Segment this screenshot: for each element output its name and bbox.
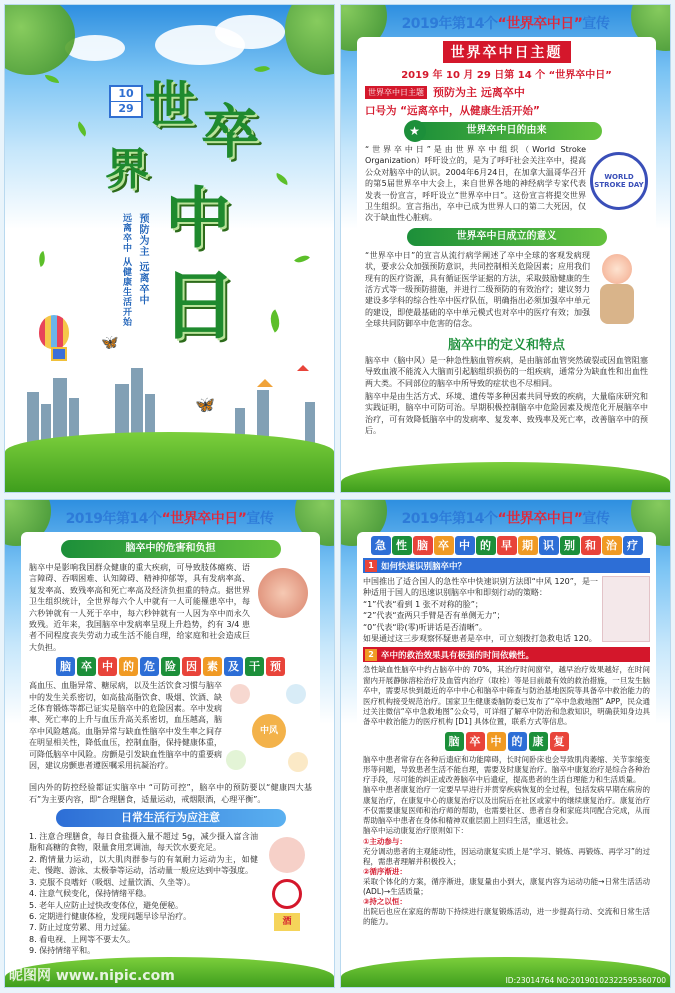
principle-text: 采取个体化的方案，循序渐进，康复量由小到大，康复内容为运动功能→日常生活活动(ADL)→生活质量；: [363, 876, 650, 896]
banner-tile: 预: [266, 657, 285, 676]
harm-block: [29, 562, 312, 653]
leaf-icon: [36, 251, 48, 267]
leaf-icon: [254, 62, 270, 76]
cloud: [215, 15, 285, 49]
leaf-icon: [274, 173, 290, 185]
q1-block: [363, 576, 650, 644]
banner-tile: 别: [560, 536, 580, 555]
banner-tile: 素: [203, 657, 222, 676]
title-char: 中: [165, 179, 231, 257]
risk-icon: [230, 684, 250, 704]
harm-text: 脑卒中是影响我国群众健康的重大疾病，可导致肢体瘫痪、语言障碍、吞咽困难、认知障碍、精神抑郁等，具有发病率高、复发率高、致残率高和死亡率高及经济负担重的特点。据世界卫生组织统计，全世界每六个人中就有一人可能罹患卒中，每六秒钟就有一人死于卒中，每六秒钟就有一人因为卒中而永久致残。近年来，我国脑卒中发病率呈现上升趋势，约有 3/4 患者不同程度丧失劳动力或生活不能自理，给家庭和社会造成巨大负担。: [29, 563, 250, 652]
list-item: 2. 酌情量力运动，以大肌肉群参与的有氧耐力运动为主，如健走、慢跑、游泳、太极拳等运动，活动量一般应达到中等强度。: [29, 854, 258, 876]
banner-tile: 治: [602, 536, 622, 555]
hot-air-balloon-icon: [39, 315, 69, 349]
rehab-text: 脑卒中患者常存在各种后遗症和功能障碍，长时间卧床也会导致肌肉萎缩、关节挛缩变形等问题，导致患者生活不能自理，需要及时康复治疗。脑卒中康复治疗是综合各种治疗手段，尽可能的纠正或改善脑卒中后遗症，提高患者的生活自理能力和生活质量。: [363, 754, 650, 785]
title-char: 日: [161, 261, 237, 350]
q1-text: 中国推出了适合国人的急性卒中快速识别方法即“中风 120”，是一种适用于国人的迅速识别脑卒中和即刻行动的策略：: [363, 577, 598, 598]
badge-label: WORLD STROKE DAY: [594, 173, 644, 189]
banner-tile: 期: [518, 536, 538, 555]
poster-header: [341, 13, 670, 33]
header-quoted: “世界卒中日”: [497, 511, 583, 527]
step-header-2: [363, 647, 650, 662]
risk-icon: [226, 750, 246, 770]
body-shape: [600, 284, 634, 324]
meaning-text: “世界卒中日”的宣言从流行病学阐述了卒中全球的客观发病现状，要求公众加强预防意识，共同控制相关危险因素；应用我们现有的医疗资源，具有循证医学证据的方法，采取鼓励健康的生活方式等一级预防措施，并进行二级预防的有效治疗；建议努力建设多学科的综合性卒中医疗队伍，明确指出必须加强卒中单元的建设，即使最基础的卒中单元模式也对卒中的医疗有效；加强全球共同防御卒中危害的信念。: [365, 250, 590, 329]
poster-theme: [340, 4, 671, 493]
list-item: “1”代表“看到 1 张不对称的脸”；: [363, 599, 483, 609]
banner-tile: 的: [508, 732, 527, 751]
rehab-tile-banner: [363, 732, 650, 751]
head-shape: [602, 254, 632, 284]
theme-label: 世界卒中日主题: [365, 86, 427, 99]
butterfly-icon: 🦋: [195, 395, 215, 414]
identify-tile-banner: [363, 536, 650, 555]
risk-factor-diagram: [226, 680, 312, 780]
rehab-text: 脑卒中患者康复治疗一定要早早进行并贯穿疾病恢复的全过程，包括发病早期在病房的康复治疗，在康复中心的康复治疗以及出院后在社区或家中的继续康复治疗。康复治疗不仅需要康复医师和治疗师的帮助，也需要社区、患者自身和家庭共同配合完成，从而帮助脑卒中患者在身体和精神双重层面上回归生活，重返社会。: [363, 785, 650, 826]
header-suffix: 宣传: [582, 511, 610, 527]
risk-text-2: 国内外的防控经验都证实脑卒中 “可防可控”，脑卒中的预防要以“健康四大基石”为主要内容，即“合理膳食，适量运动，戒烟限酒，心理平衡”。: [29, 783, 312, 804]
define-text: 脑卒中是由生活方式、环境、遗传等多种因素共同导致的疾病，大量临床研究和实践证明，脑卒中可防可治。早期积极控制脑卒中危险因素及规范化开展脑卒中治疗，可有效降低脑卒中的发病率、复发率、致残率及死亡率，改善脑卒中的预后。: [365, 392, 648, 436]
image-id-footer: ID:23014764 NO:20190102322595360700: [505, 976, 666, 985]
banner-tile: 脑: [56, 657, 75, 676]
wine-label: 酒: [274, 913, 300, 931]
daily-list: [29, 831, 258, 956]
slogan-vertical: 预防为主 远离卒中: [137, 213, 148, 306]
risk-block: [29, 680, 312, 780]
theme-row: [365, 84, 648, 100]
list-item: 3. 克服不良嗜好（吸烟、过量饮酒、久坐等）。: [29, 877, 196, 887]
theme-title: 世界卒中日主题: [443, 41, 571, 63]
world-stroke-day-badge: [590, 152, 648, 210]
theme-line: 预防为主 远离卒中: [433, 86, 525, 99]
section-header-daily: 日常生活行为应注意: [56, 809, 286, 827]
banner-tile: 脑: [413, 536, 433, 555]
list-item: 4. 注意气候变化，保持情绪平稳。: [29, 889, 152, 899]
list-item: “2”代表“查两只手臂是否有单侧无力”；: [363, 611, 505, 621]
banner-tile: 险: [161, 657, 180, 676]
risk-icon: [286, 684, 306, 704]
poster-cover: [4, 4, 335, 493]
section-header-origin: [409, 122, 602, 140]
banner-tile: 识: [539, 536, 559, 555]
header-suffix: 宣传: [582, 16, 610, 32]
date-box: [109, 85, 143, 118]
title-char: 界: [105, 144, 149, 195]
origin-block: [365, 144, 648, 224]
list-item: 7. 防止过度劳累、用力过猛。: [29, 923, 136, 933]
banner-tile: 性: [392, 536, 412, 555]
section-header-harm: 脑卒中的危害和负担: [61, 540, 281, 558]
tree-leaves: [4, 4, 75, 75]
poster-header: [341, 508, 670, 528]
banner-tile: 的: [476, 536, 496, 555]
risk-icon: [288, 752, 308, 772]
step-header-1: [363, 558, 650, 573]
banner-tile: 疗: [623, 536, 643, 555]
header-quoted: “世界卒中日”: [161, 511, 247, 527]
principle-title: ③持之以恒：: [363, 896, 407, 906]
header-prefix: 2019年第14个: [65, 511, 162, 527]
risk-tile-banner: [29, 657, 312, 676]
lifestyle-illustrations: [262, 831, 312, 956]
gift-box-icon: [51, 347, 67, 361]
brain-illustration: [254, 562, 312, 652]
leaf-icon: [265, 309, 285, 332]
paper-plane-icon: [257, 379, 273, 387]
slogan: 口号为 “远离卒中，从健康生活开始”: [365, 105, 540, 117]
header-prefix: 2019年第14个: [401, 511, 498, 527]
title-char: 卒: [201, 98, 260, 166]
header-prefix: 2019年第14个: [401, 16, 498, 32]
principle-text: 充分调动患者的主观能动性，因运动康复实质上是“学习、锻炼、再锻炼、再学习”的过程，需患者理解并积极投入；: [363, 846, 650, 866]
list-item: 6. 定期进行健康体检，发现问题早诊早治疗。: [29, 911, 192, 921]
center-label: 中风: [252, 714, 286, 748]
define-text: 脑卒中（脑中风）是一种急性脑血管疾病，是由脑部血管突然破裂或因血管阻塞导致血液不能流入大脑而引起脑组织损伤的一组疾病，通常分为缺血性和出血性两大类。不同部位的脑卒中所导致的症状也不尽相同。: [365, 355, 648, 388]
rehab-intro: 脑卒中运动康复治疗原则如下：: [363, 826, 468, 836]
banner-tile: 卒: [434, 536, 454, 555]
principle-title: ①主动参与：: [363, 836, 407, 846]
principle-text: 出院后也应在家庭的帮助下持续进行康复锻炼活动，进一步提高行动、交流和日常生活的能力。: [363, 906, 650, 926]
banner-tile: 卒: [77, 657, 96, 676]
watermark: 昵图网 www.nipic.com: [9, 968, 175, 984]
banner-tile: 早: [497, 536, 517, 555]
banner-tile: 的: [119, 657, 138, 676]
list-item: 5. 老年人应防止过快改变体位，避免便秘。: [29, 900, 184, 910]
date-month: 10: [118, 87, 134, 100]
banner-tile: 干: [245, 657, 264, 676]
title-char: 世: [145, 75, 195, 134]
banner-tile: 中: [98, 657, 117, 676]
banner-tile: 及: [224, 657, 243, 676]
content-card: [357, 532, 656, 962]
leaf-icon: [45, 75, 59, 83]
banner-tile: 脑: [445, 732, 464, 751]
content-card: [357, 37, 656, 467]
q2-text: 急性缺血性脑卒中约占脑卒中的 70%，其治疗时间窗窄，越早治疗效果越好，在时间窗内开展静脉溶栓治疗及血管内治疗（取栓）等是目前最有效的救治措施，一旦发生脑卒中，需要尽快到最近的卒中中心和脑卒中筛查与防治基地医院等具备卒中救治能力的医疗机构接受规范治疗。国家卫生健康委脑防委已发布了“卒中急救地图” APP，民众通过关注微信“卒中急救地图”公众号，可详细了解卒中防治和急救知识，明确获知身边具备卒中救治能力的医疗机构 [D1] 具体位置，联系方式等信息。: [363, 665, 650, 727]
list-item: 1. 注意合理膳食，每日食盐摄入量不超过 5g，减少摄入富含油脂和高糖的食物，限量食用烹调油，每天饮水要充足。: [29, 832, 258, 853]
date-day: 29: [111, 101, 141, 116]
section-header-meaning: 世界卒中日成立的意义: [407, 228, 607, 246]
step-number: 1: [365, 560, 377, 572]
poster-header: [5, 508, 334, 528]
origin-text: “世界卒中日”是由世界卒中组织（World Stroke Organization）呼吁设立的，是为了呼吁社会关注卒中，提高公众对脑卒中的认识。2004年6月24日，在加拿大温哥华召开的第5届世界卒中大会上，来自世界各地的神经病学专家代表发表一份宣言，呼吁设立“世界卒中日”。这份宣言将提交世界卫生组织。宣言指出，卒中已成为世界人口的第二大死因，仅次于缺血性心脏病。: [365, 145, 586, 223]
poster-identify: [340, 499, 671, 988]
banner-tile: 卒: [466, 732, 485, 751]
header-quoted: “世界卒中日”: [497, 16, 583, 32]
theme-title-row: [365, 41, 648, 63]
header-suffix: 宣传: [246, 511, 274, 527]
step-number: 2: [365, 649, 377, 661]
list-item: 9. 保持情绪平和。: [29, 946, 96, 956]
poster-harm: [4, 499, 335, 988]
slogan-vertical: 远离卒中 从健康生活开始: [121, 213, 131, 328]
banner-tile: 中: [455, 536, 475, 555]
meaning-block: [365, 250, 648, 330]
section-header-define: 脑卒中的定义和特点: [447, 337, 565, 353]
banner-tile: 危: [140, 657, 159, 676]
banner-tile: 和: [581, 536, 601, 555]
banner-tile: 因: [182, 657, 201, 676]
no-smoking-icon: [272, 879, 302, 909]
list-item: “0”代表“聆(零)听讲话是否清晰”。: [363, 622, 487, 632]
content-card: [21, 532, 320, 962]
step-title: 卒中的救治效果具有极强的时间依赖性。: [381, 650, 535, 661]
daily-block: [29, 831, 312, 956]
banner-tile: 复: [550, 732, 569, 751]
leaf-icon: [74, 121, 90, 136]
elderly-patient-illustration: [594, 250, 648, 330]
star-icon: ★: [404, 120, 426, 142]
banner-tile: 康: [529, 732, 548, 751]
risk-text: 高血压、血脂异常、糖尿病，以及生活饮食习惯与脑卒中的发生关系密切，如高盐高脂饮食、吸烟、饮酒、缺乏体育锻炼等都已证实是脑卒中的危险因素。卒中发病率、死亡率的上升与血压升高关系密切，血压越高，脑卒中风险越高。血脂异常与缺血性脑卒中发生率之间存在明显相关性，降低血压，控制血脂，保持健康体重，可降低脑卒中风险。房颤是引发缺血性脑卒中的重要病因，建议房颤患者遵医嘱采用抗凝治疗。: [29, 681, 222, 771]
paper-plane-icon: [297, 365, 309, 371]
step-title: 如何快速识别脑卒中？: [381, 561, 467, 572]
q1-text-block: [363, 576, 598, 644]
theme-date: 2019 年 10 月 29 日第 14 个 “世界卒中日”: [401, 70, 612, 81]
banner-tile: 中: [487, 732, 506, 751]
grass-ground: [5, 432, 334, 492]
section-title: 世界卒中日的由来: [466, 125, 547, 136]
principle-title: ②循序渐进：: [363, 866, 407, 876]
banner-tile: 急: [371, 536, 391, 555]
butterfly-icon: 🦋: [101, 335, 119, 351]
leaf-icon: [294, 251, 310, 266]
runner-icon: [269, 837, 305, 873]
tree-leaves: [285, 4, 335, 75]
list-item: 8. 看电视、上网等不要太久。: [29, 934, 136, 944]
stroke-120-chart-illustration: [602, 576, 650, 642]
q1-end: 如果通过这三步观察怀疑患者是卒中，可立刻拨打急救电话 120。: [363, 634, 597, 644]
brain-icon: [258, 568, 308, 618]
